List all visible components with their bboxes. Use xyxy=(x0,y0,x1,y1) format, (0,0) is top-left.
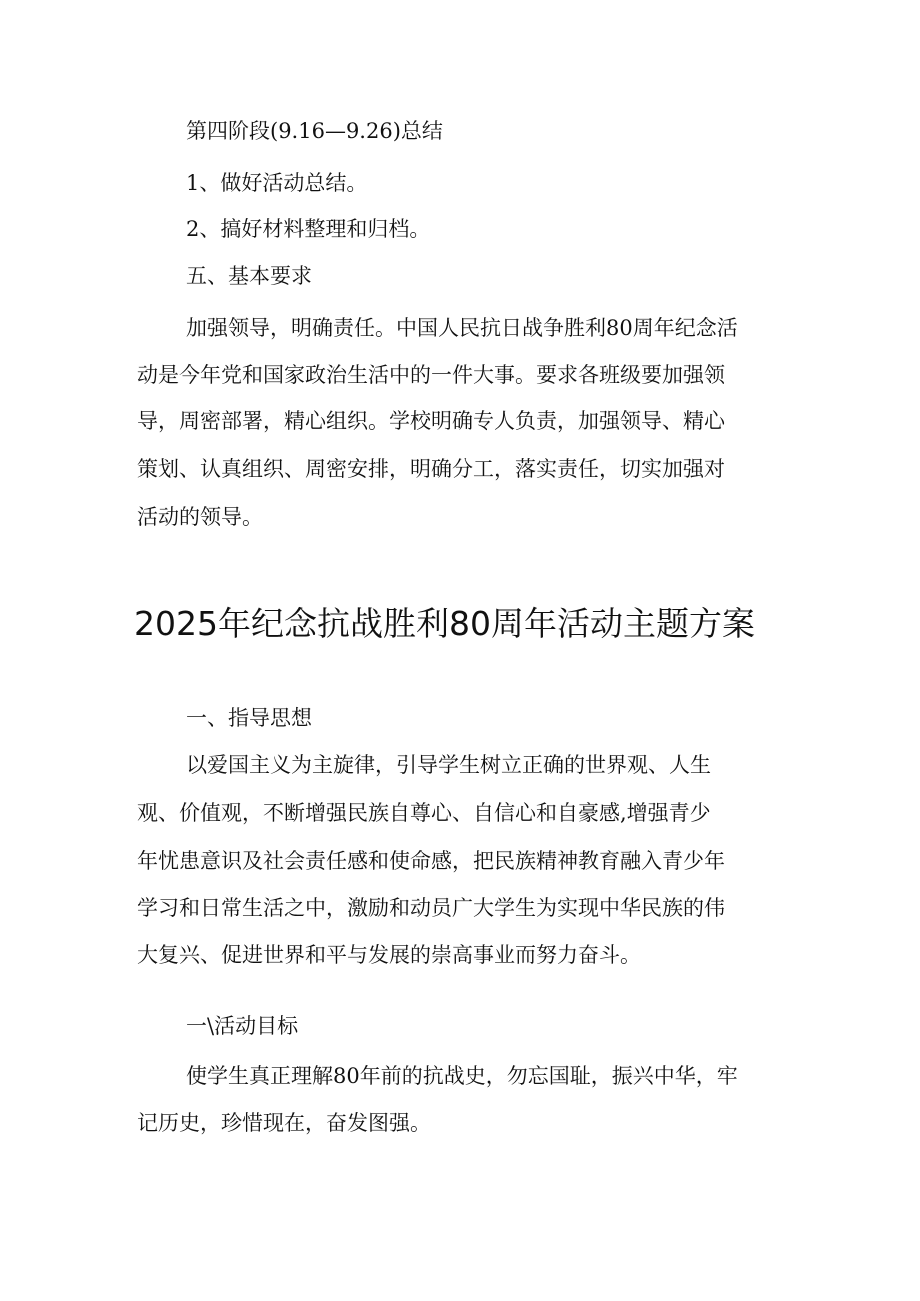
list-item-1: 1、做好活动总结。 xyxy=(186,171,368,195)
paragraph-line: 观、价值观，不断增强民族自尊心、自信心和自豪感,增强青少 xyxy=(137,801,711,825)
paragraph-line: 策划、认真组织、周密安排，明确分工，落实责任，切实加强对 xyxy=(137,457,725,481)
section-heading-goal: 一\活动目标 xyxy=(186,1014,299,1038)
paragraph-line: 记历史，珍惜现在，奋发图强。 xyxy=(137,1111,431,1135)
section-heading-guiding: 一、指导思想 xyxy=(186,706,312,730)
paragraph-line: 加强领导，明确责任。中国人民抗日战争胜利80周年纪念活 xyxy=(186,316,738,340)
paragraph-line: 动是今年党和国家政治生活中的一件大事。要求各班级要加强领 xyxy=(137,363,725,387)
paragraph-line: 以爱国主义为主旋律，引导学生树立正确的世界观、人生 xyxy=(186,753,711,777)
paragraph-line: 使学生真正理解80年前的抗战史，勿忘国耻，振兴中华，牢 xyxy=(186,1064,738,1088)
paragraph-line: 大复兴、促进世界和平与发展的崇高事业而努力奋斗。 xyxy=(137,943,641,967)
list-item-2: 2、搞好材料整理和归档。 xyxy=(186,217,431,241)
paragraph-line: 活动的领导。 xyxy=(137,505,263,529)
section-heading-requirements: 五、基本要求 xyxy=(186,264,312,288)
paragraph-line: 年忧患意识及社会责任感和使命感，把民族精神教育融入青少年 xyxy=(137,849,725,873)
paragraph-line: 导，周密部署，精心组织。学校明确专人负责，加强领导、精心 xyxy=(137,409,725,433)
stage4-heading: 第四阶段(9.16—9.26)总结 xyxy=(186,119,443,143)
document-title: 2025年纪念抗战胜利80周年活动主题方案 xyxy=(134,604,755,643)
paragraph-line: 学习和日常生活之中，激励和动员广大学生为实现中华民族的伟 xyxy=(137,896,725,920)
